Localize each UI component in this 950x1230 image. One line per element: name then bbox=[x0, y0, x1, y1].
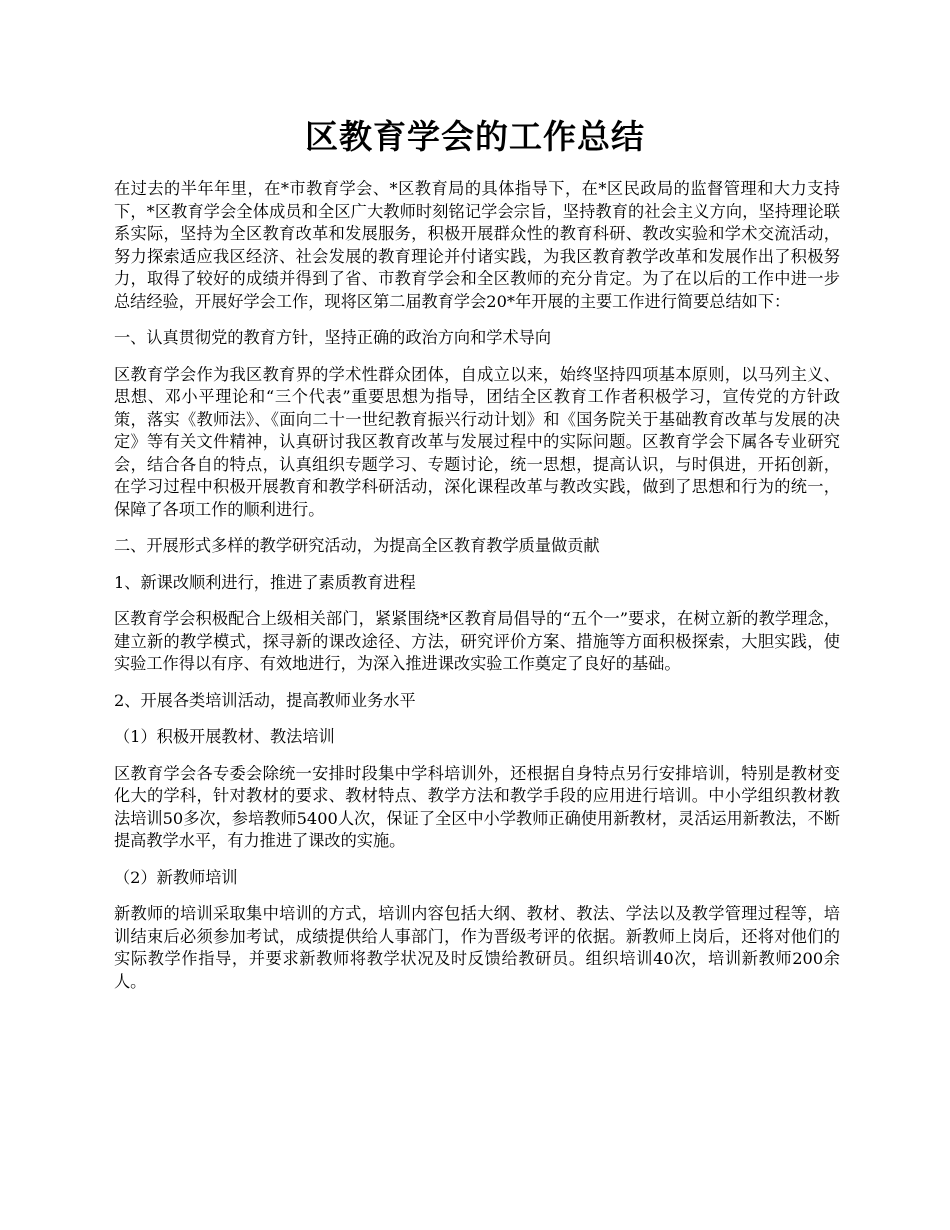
section-1-paragraph: 区教育学会作为我区教育界的学术性群众团体，自成立以来，始终坚持四项基本原则，以马列主义、思想、邓小平理论和“三个代表”重要思想为指导，团结全区教育工作者积极学习，宣传党的方针政策，落实《教师法》、《面向二十一世纪教育振兴行动计划》和《国务院关于基础教育改革与发展的决定》等有关文件精神，认真研讨我区教育改革与发展过程中的实际问题。区教育学会下属各专业研究会，结合各自的特点，认真组织专题学习、专题讨论，统一思想，提高认识，与时俱进，开拓创新，在学习过程中积极开展教育和教学科研活动，深化课程改革与教改实践，做到了思想和行为的统一，保障了各项工作的顺利进行。 bbox=[114, 364, 840, 519]
item-2-2-1-paragraph: 区教育学会各专委会除统一安排时段集中学科培训外，还根据自身特点另行安排培训，特别是教材变化大的学科，针对教材的要求、教材特点、教学方法和教学手段的应用进行培训。中小学组织教材教法培训50多次，参培教师5400人次，保证了全区中小学教师正确使用新教材，灵活运用新教法，不断提高教学水平，有力推进了课改的实施。 bbox=[114, 763, 840, 850]
item-heading-2-2-2: （2）新教师培训 bbox=[114, 867, 238, 887]
document-body bbox=[114, 178, 840, 1007]
subsection-heading-2-1: 1、新课改顺利进行，推进了素质教育进程 bbox=[114, 572, 416, 592]
intro-paragraph: 在过去的半年年里，在*市教育学会、*区教育局的具体指导下，在*区民政局的监督管理和大力支持下，*区教育学会全体成员和全区广大教师时刻铭记学会宗旨，坚持教育的社会主义方向，坚持理论联系实际，坚持为全区教育改革和发展服务，积极开展群众性的教育科研、教改实验和学术交流活动，努力探索适应我区经济、社会发展的教育理论并付诸实践，为我区教育教学改革和发展作出了积极努力，取得了较好的成绩并得到了省、市教育学会和全区教师的充分肯定。为了在以后的工作中进一步总结经验，开展好学会工作，现将区第二届教育学会20*年开展的主要工作进行简要总结如下： bbox=[114, 179, 840, 311]
item-2-2-2-paragraph: 新教师的培训采取集中培训的方式，培训内容包括大纲、教材、教法、学法以及教学管理过程等，培训结束后必须参加考试，成绩提供给人事部门，作为晋级考评的依据。新教师上岗后，还将对他们的实际教学作指导，并要求新教师将教学状况及时反馈给教研员。组织培训40次，培训新教师200余人。 bbox=[114, 904, 840, 991]
subsection-2-1-paragraph: 区教育学会积极配合上级相关部门，紧紧围绕*区教育局倡导的“五个一”要求，在树立新的教学理念，建立新的教学模式，探寻新的课改途径、方法，研究评价方案、措施等方面积极探索，大胆实践，使实验工作得以有序、有效地进行，为深入推进课改实验工作奠定了良好的基础。 bbox=[114, 609, 840, 673]
document-title: 区教育学会的工作总结 bbox=[305, 117, 645, 156]
item-heading-2-2-1: （1）积极开展教材、教法培训 bbox=[114, 727, 335, 746]
subsection-heading-2-2: 2、开展各类培训活动，提高教师业务水平 bbox=[114, 690, 416, 710]
section-heading-2: 二、开展形式多样的教学研究活动，为提高全区教育教学质量做贡献 bbox=[114, 536, 600, 555]
section-heading-1: 一、认真贯彻党的教育方针，坚持正确的政治方向和学术导向 bbox=[114, 328, 552, 347]
